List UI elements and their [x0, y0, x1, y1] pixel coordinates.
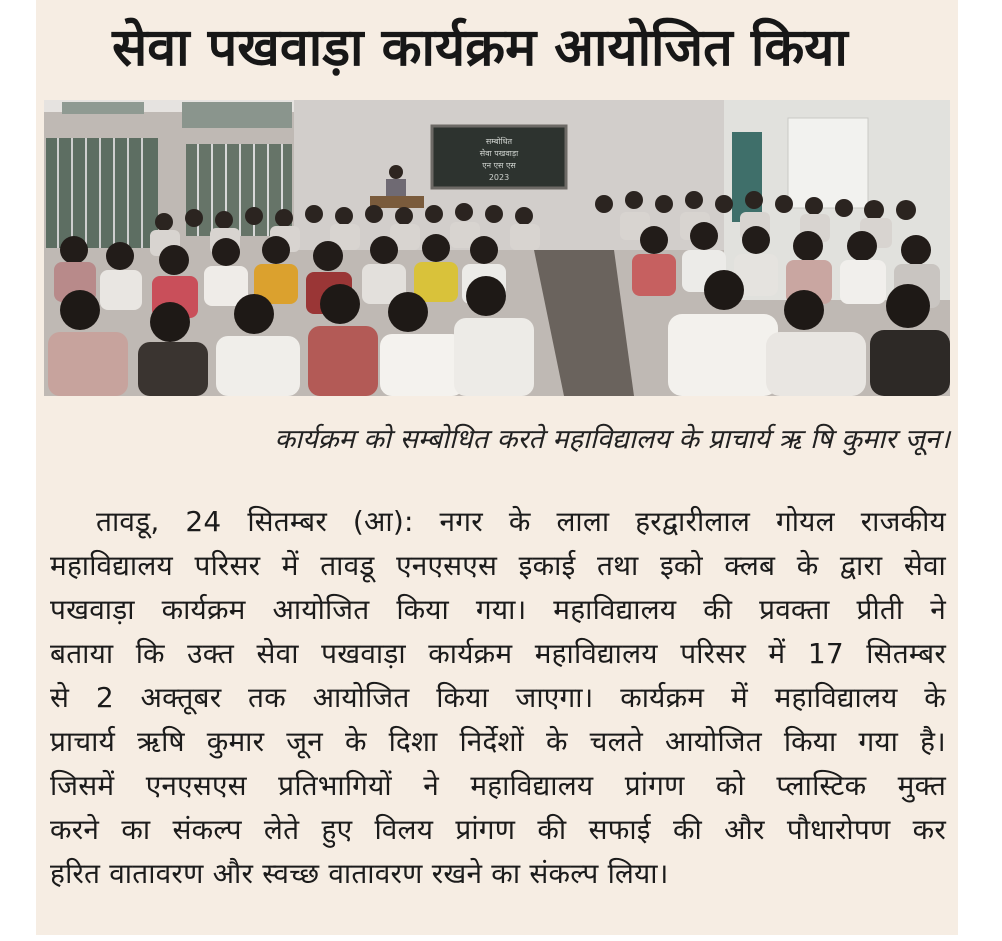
body-line: महाविद्यालय परिसर में तावडू एनएसएस इकाई तथा इको क्लब के द्वारा सेवा	[50, 549, 946, 582]
article-body	[50, 500, 946, 896]
body-line: जिसमें एनएसएस प्रतिभागियों ने महाविद्यालय प्रांगण को प्लास्टिक मुक्त	[50, 769, 946, 802]
blackboard-line-4: 2023	[488, 173, 510, 182]
body-line: पखवाड़ा कार्यक्रम आयोजित किया गया। महाविद्यालय की प्रवक्ता प्रीती ने	[50, 593, 946, 626]
blackboard-line-2: सेवा पखवाड़ा	[479, 149, 519, 158]
classroom-photo-illustration	[44, 100, 950, 396]
body-line: तावडू, 24 सितम्बर (आ): नगर के लाला हरद्वारीलाल गोयल राजकीय	[96, 505, 946, 538]
body-line: से 2 अक्तूबर तक आयोजित किया जाएगा। कार्यक्रम में महाविद्यालय के	[50, 681, 946, 714]
blackboard-line-1: सम्बोधित	[485, 137, 513, 146]
blackboard-line-3: एन एस एस	[482, 161, 516, 170]
photo-caption: कार्यक्रम को सम्बोधित करते महाविद्यालय के प्राचार्य ऋ षि कुमार जून।	[274, 424, 950, 455]
body-line: बताया कि उक्त सेवा पखवाड़ा कार्यक्रम महाविद्यालय परिसर में 17 सितम्बर	[50, 637, 946, 670]
body-line: हरित वातावरण और स्वच्छ वातावरण रखने का संकल्प लिया।	[50, 857, 669, 890]
article-headline: सेवा पखवाड़ा कार्यक्रम आयोजित किया	[112, 18, 848, 78]
article-photo	[44, 100, 950, 396]
body-line: करने का संकल्प लेते हुए विलय प्रांगण की सफाई की और पौधारोपण कर	[50, 813, 946, 846]
body-line: प्राचार्य ऋषि कुमार जून के दिशा निर्देशों के चलते आयोजित किया गया है।	[50, 725, 946, 758]
